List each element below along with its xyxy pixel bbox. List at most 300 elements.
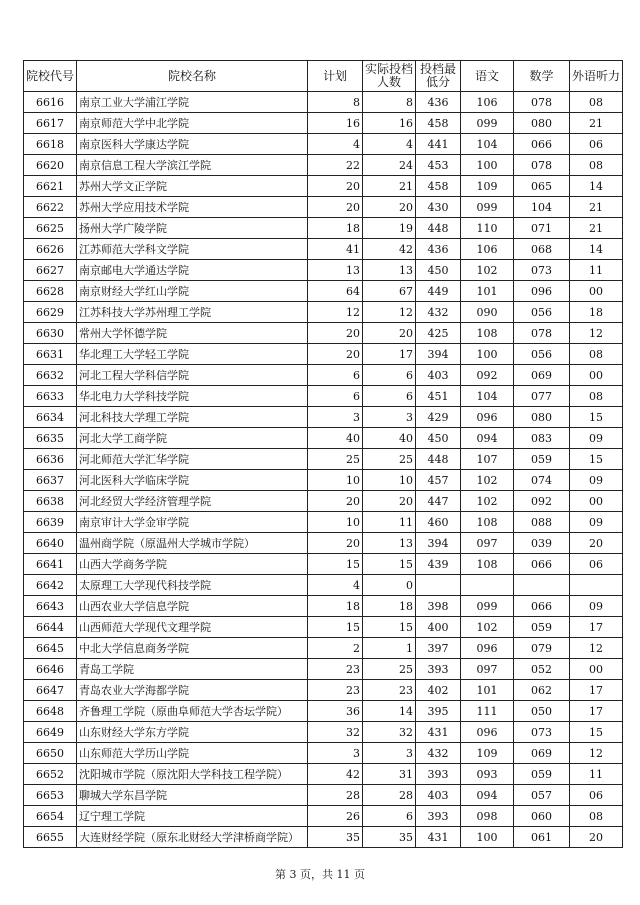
cell-code: 6635 [24, 428, 77, 449]
cell-min-score: 400 [416, 617, 461, 638]
cell-foreign: 11 [570, 260, 623, 281]
table-row [24, 827, 623, 848]
cell-name: 山西大学商务学院 [77, 554, 308, 575]
cell-min-score: 403 [416, 785, 461, 806]
cell-math: 104 [514, 197, 570, 218]
cell-math: 061 [514, 827, 570, 848]
cell-math: 065 [514, 176, 570, 197]
cell-actual: 18 [363, 596, 416, 617]
cell-actual: 6 [363, 386, 416, 407]
cell-min-score: 402 [416, 680, 461, 701]
cell-name: 南京邮电大学通达学院 [77, 260, 308, 281]
cell-math: 069 [514, 743, 570, 764]
cell-plan: 20 [308, 176, 363, 197]
cell-name: 齐鲁理工学院（原曲阜师范大学杏坛学院） [77, 701, 308, 722]
cell-code: 6627 [24, 260, 77, 281]
cell-name: 南京工业大学浦江学院 [77, 92, 308, 113]
cell-foreign: 17 [570, 617, 623, 638]
cell-chinese: 100 [461, 827, 514, 848]
cell-plan: 28 [308, 785, 363, 806]
cell-plan: 16 [308, 113, 363, 134]
cell-foreign: 12 [570, 638, 623, 659]
table-row [24, 596, 623, 617]
cell-math: 062 [514, 680, 570, 701]
cell-chinese: 097 [461, 533, 514, 554]
cell-math: 073 [514, 260, 570, 281]
cell-foreign: 09 [570, 512, 623, 533]
cell-chinese: 107 [461, 449, 514, 470]
cell-foreign: 20 [570, 533, 623, 554]
cell-code: 6653 [24, 785, 77, 806]
cell-name: 南京财经大学红山学院 [77, 281, 308, 302]
table-row [24, 617, 623, 638]
cell-code: 6654 [24, 806, 77, 827]
cell-actual: 6 [363, 806, 416, 827]
table-row [24, 155, 623, 176]
cell-actual: 6 [363, 365, 416, 386]
cell-actual: 20 [363, 323, 416, 344]
table-row [24, 680, 623, 701]
table-row [24, 260, 623, 281]
cell-chinese: 096 [461, 407, 514, 428]
cell-foreign: 09 [570, 596, 623, 617]
cell-chinese: 098 [461, 806, 514, 827]
cell-foreign: 21 [570, 218, 623, 239]
cell-math: 074 [514, 470, 570, 491]
table-row [24, 764, 623, 785]
table-row [24, 785, 623, 806]
cell-code: 6645 [24, 638, 77, 659]
cell-code: 6644 [24, 617, 77, 638]
table-row [24, 701, 623, 722]
cell-actual: 67 [363, 281, 416, 302]
cell-code: 6639 [24, 512, 77, 533]
cell-name: 山西农业大学信息学院 [77, 596, 308, 617]
table-row [24, 806, 623, 827]
cell-actual: 16 [363, 113, 416, 134]
table-row [24, 386, 623, 407]
cell-name: 南京信息工程大学滨江学院 [77, 155, 308, 176]
cell-min-score: 448 [416, 218, 461, 239]
cell-foreign: 17 [570, 701, 623, 722]
table-row [24, 659, 623, 680]
cell-plan: 20 [308, 323, 363, 344]
cell-min-score: 430 [416, 197, 461, 218]
cell-code: 6655 [24, 827, 77, 848]
cell-foreign: 12 [570, 743, 623, 764]
cell-min-score: 458 [416, 176, 461, 197]
table-row [24, 533, 623, 554]
cell-min-score: 425 [416, 323, 461, 344]
table-row [24, 302, 623, 323]
cell-min-score: 436 [416, 92, 461, 113]
cell-actual: 23 [363, 680, 416, 701]
cell-chinese: 102 [461, 470, 514, 491]
cell-chinese: 106 [461, 239, 514, 260]
cell-min-score: 457 [416, 470, 461, 491]
cell-math [514, 575, 570, 596]
cell-chinese: 099 [461, 113, 514, 134]
cell-math: 073 [514, 722, 570, 743]
cell-code: 6648 [24, 701, 77, 722]
header-foreign: 外语听力 [570, 61, 623, 92]
cell-actual: 3 [363, 407, 416, 428]
cell-name: 青岛工学院 [77, 659, 308, 680]
cell-chinese: 096 [461, 722, 514, 743]
cell-plan: 8 [308, 92, 363, 113]
cell-name: 南京审计大学金审学院 [77, 512, 308, 533]
cell-plan: 13 [308, 260, 363, 281]
cell-actual: 35 [363, 827, 416, 848]
cell-actual: 19 [363, 218, 416, 239]
table-row [24, 638, 623, 659]
cell-min-score [416, 575, 461, 596]
cell-plan: 6 [308, 365, 363, 386]
cell-math: 080 [514, 407, 570, 428]
cell-min-score: 449 [416, 281, 461, 302]
cell-actual: 15 [363, 554, 416, 575]
cell-foreign: 00 [570, 491, 623, 512]
cell-min-score: 431 [416, 722, 461, 743]
cell-math: 080 [514, 113, 570, 134]
cell-min-score: 393 [416, 806, 461, 827]
cell-plan: 40 [308, 428, 363, 449]
cell-foreign: 06 [570, 554, 623, 575]
cell-name: 南京医科大学康达学院 [77, 134, 308, 155]
cell-actual: 40 [363, 428, 416, 449]
cell-foreign: 06 [570, 134, 623, 155]
cell-min-score: 429 [416, 407, 461, 428]
cell-chinese: 093 [461, 764, 514, 785]
cell-name: 河北科技大学理工学院 [77, 407, 308, 428]
cell-code: 6622 [24, 197, 77, 218]
cell-chinese: 106 [461, 92, 514, 113]
cell-actual: 13 [363, 260, 416, 281]
cell-actual: 10 [363, 470, 416, 491]
table-row [24, 323, 623, 344]
cell-plan: 4 [308, 134, 363, 155]
table-row [24, 491, 623, 512]
cell-name: 江苏师范大学科文学院 [77, 239, 308, 260]
cell-actual: 4 [363, 134, 416, 155]
cell-min-score: 439 [416, 554, 461, 575]
cell-code: 6626 [24, 239, 77, 260]
cell-plan: 10 [308, 470, 363, 491]
cell-chinese: 097 [461, 659, 514, 680]
cell-name: 苏州大学应用技术学院 [77, 197, 308, 218]
cell-math: 066 [514, 554, 570, 575]
cell-chinese: 100 [461, 155, 514, 176]
cell-code: 6634 [24, 407, 77, 428]
cell-actual: 3 [363, 743, 416, 764]
cell-code: 6625 [24, 218, 77, 239]
cell-plan: 23 [308, 659, 363, 680]
cell-min-score: 451 [416, 386, 461, 407]
cell-foreign: 14 [570, 176, 623, 197]
cell-plan: 15 [308, 554, 363, 575]
cell-name: 山东师范大学历山学院 [77, 743, 308, 764]
cell-actual: 8 [363, 92, 416, 113]
table-row [24, 344, 623, 365]
cell-math: 077 [514, 386, 570, 407]
cell-min-score: 460 [416, 512, 461, 533]
cell-math: 071 [514, 218, 570, 239]
cell-plan: 12 [308, 302, 363, 323]
cell-math: 059 [514, 449, 570, 470]
table-row [24, 134, 623, 155]
cell-name: 聊城大学东昌学院 [77, 785, 308, 806]
cell-min-score: 448 [416, 449, 461, 470]
cell-chinese: 108 [461, 323, 514, 344]
cell-math: 052 [514, 659, 570, 680]
admission-table-container [23, 60, 623, 848]
cell-foreign: 18 [570, 302, 623, 323]
cell-chinese: 099 [461, 596, 514, 617]
cell-code: 6647 [24, 680, 77, 701]
cell-actual: 21 [363, 176, 416, 197]
cell-code: 6637 [24, 470, 77, 491]
cell-actual: 25 [363, 449, 416, 470]
cell-min-score: 450 [416, 428, 461, 449]
cell-chinese: 094 [461, 785, 514, 806]
cell-foreign: 08 [570, 806, 623, 827]
cell-chinese: 090 [461, 302, 514, 323]
table-row [24, 239, 623, 260]
cell-chinese: 102 [461, 260, 514, 281]
cell-math: 056 [514, 344, 570, 365]
cell-plan: 3 [308, 407, 363, 428]
cell-actual: 25 [363, 659, 416, 680]
cell-plan: 18 [308, 218, 363, 239]
cell-foreign: 14 [570, 239, 623, 260]
cell-math: 059 [514, 764, 570, 785]
cell-code: 6641 [24, 554, 77, 575]
cell-actual: 17 [363, 344, 416, 365]
cell-min-score: 458 [416, 113, 461, 134]
cell-plan: 4 [308, 575, 363, 596]
cell-math: 066 [514, 134, 570, 155]
cell-foreign: 00 [570, 365, 623, 386]
cell-name: 中北大学信息商务学院 [77, 638, 308, 659]
cell-plan: 20 [308, 197, 363, 218]
cell-name: 太原理工大学现代科技学院 [77, 575, 308, 596]
cell-plan: 36 [308, 701, 363, 722]
cell-actual: 31 [363, 764, 416, 785]
cell-plan: 3 [308, 743, 363, 764]
cell-code: 6632 [24, 365, 77, 386]
header-code: 院校代号 [24, 61, 77, 92]
cell-actual: 13 [363, 533, 416, 554]
cell-foreign: 00 [570, 659, 623, 680]
header-math: 数学 [514, 61, 570, 92]
cell-name: 河北经贸大学经济管理学院 [77, 491, 308, 512]
table-row [24, 743, 623, 764]
cell-actual: 1 [363, 638, 416, 659]
cell-foreign: 08 [570, 344, 623, 365]
cell-chinese: 099 [461, 197, 514, 218]
cell-foreign: 08 [570, 155, 623, 176]
cell-actual: 14 [363, 701, 416, 722]
cell-foreign: 15 [570, 407, 623, 428]
cell-code: 6642 [24, 575, 77, 596]
cell-name: 南京师范大学中北学院 [77, 113, 308, 134]
cell-chinese: 101 [461, 680, 514, 701]
cell-plan: 35 [308, 827, 363, 848]
cell-foreign: 11 [570, 764, 623, 785]
cell-code: 6617 [24, 113, 77, 134]
cell-plan: 26 [308, 806, 363, 827]
cell-chinese: 104 [461, 134, 514, 155]
header-name: 院校名称 [77, 61, 308, 92]
table-header [24, 61, 623, 92]
cell-name: 沈阳城市学院（原沈阳大学科技工程学院） [77, 764, 308, 785]
cell-foreign: 00 [570, 281, 623, 302]
cell-name: 山西师范大学现代文理学院 [77, 617, 308, 638]
cell-foreign: 08 [570, 92, 623, 113]
cell-min-score: 453 [416, 155, 461, 176]
header-min-score: 投档最低分 [416, 61, 461, 92]
table-row [24, 281, 623, 302]
cell-name: 河北医科大学临床学院 [77, 470, 308, 491]
cell-chinese: 111 [461, 701, 514, 722]
cell-code: 6636 [24, 449, 77, 470]
cell-name: 辽宁理工学院 [77, 806, 308, 827]
header-chinese: 语文 [461, 61, 514, 92]
table-row [24, 512, 623, 533]
cell-math: 050 [514, 701, 570, 722]
cell-name: 常州大学怀德学院 [77, 323, 308, 344]
header-actual: 实际投档人数 [363, 61, 416, 92]
cell-name: 大连财经学院（原东北财经大学津桥商学院） [77, 827, 308, 848]
cell-math: 078 [514, 323, 570, 344]
cell-actual: 20 [363, 197, 416, 218]
cell-code: 6618 [24, 134, 77, 155]
cell-math: 056 [514, 302, 570, 323]
cell-chinese: 108 [461, 554, 514, 575]
cell-min-score: 394 [416, 533, 461, 554]
cell-foreign: 08 [570, 386, 623, 407]
table-row [24, 449, 623, 470]
cell-code: 6616 [24, 92, 77, 113]
cell-name: 河北大学工商学院 [77, 428, 308, 449]
cell-math: 057 [514, 785, 570, 806]
table-row [24, 197, 623, 218]
table-row [24, 218, 623, 239]
cell-min-score: 441 [416, 134, 461, 155]
cell-chinese: 110 [461, 218, 514, 239]
cell-min-score: 403 [416, 365, 461, 386]
cell-name: 河北师范大学汇华学院 [77, 449, 308, 470]
table-row [24, 113, 623, 134]
cell-math: 059 [514, 617, 570, 638]
cell-math: 066 [514, 596, 570, 617]
cell-actual: 12 [363, 302, 416, 323]
cell-actual: 24 [363, 155, 416, 176]
cell-foreign: 21 [570, 113, 623, 134]
cell-plan: 10 [308, 512, 363, 533]
cell-name: 华北电力大学科技学院 [77, 386, 308, 407]
cell-min-score: 450 [416, 260, 461, 281]
cell-math: 060 [514, 806, 570, 827]
cell-math: 083 [514, 428, 570, 449]
cell-name: 扬州大学广陵学院 [77, 218, 308, 239]
cell-code: 6640 [24, 533, 77, 554]
cell-foreign: 15 [570, 449, 623, 470]
table-row [24, 176, 623, 197]
cell-min-score: 397 [416, 638, 461, 659]
cell-actual: 11 [363, 512, 416, 533]
cell-min-score: 395 [416, 701, 461, 722]
cell-foreign: 17 [570, 680, 623, 701]
cell-math: 096 [514, 281, 570, 302]
cell-min-score: 436 [416, 239, 461, 260]
cell-foreign: 12 [570, 323, 623, 344]
cell-actual: 20 [363, 491, 416, 512]
cell-plan: 20 [308, 491, 363, 512]
cell-name: 河北工程大学科信学院 [77, 365, 308, 386]
cell-min-score: 398 [416, 596, 461, 617]
cell-plan: 22 [308, 155, 363, 176]
cell-math: 078 [514, 92, 570, 113]
cell-plan: 64 [308, 281, 363, 302]
cell-chinese: 102 [461, 491, 514, 512]
cell-name: 华北理工大学轻工学院 [77, 344, 308, 365]
cell-chinese: 092 [461, 365, 514, 386]
cell-min-score: 394 [416, 344, 461, 365]
cell-math: 088 [514, 512, 570, 533]
table-row [24, 428, 623, 449]
cell-plan: 23 [308, 680, 363, 701]
table-row [24, 407, 623, 428]
table-row [24, 575, 623, 596]
cell-code: 6631 [24, 344, 77, 365]
cell-code: 6643 [24, 596, 77, 617]
cell-foreign: 20 [570, 827, 623, 848]
cell-foreign [570, 575, 623, 596]
cell-actual: 0 [363, 575, 416, 596]
cell-min-score: 393 [416, 659, 461, 680]
cell-plan: 2 [308, 638, 363, 659]
cell-chinese: 094 [461, 428, 514, 449]
cell-code: 6633 [24, 386, 77, 407]
cell-code: 6646 [24, 659, 77, 680]
cell-math: 092 [514, 491, 570, 512]
cell-plan: 6 [308, 386, 363, 407]
cell-code: 6621 [24, 176, 77, 197]
cell-math: 079 [514, 638, 570, 659]
cell-plan: 32 [308, 722, 363, 743]
cell-chinese: 100 [461, 344, 514, 365]
cell-plan: 20 [308, 344, 363, 365]
cell-code: 6620 [24, 155, 77, 176]
cell-actual: 15 [363, 617, 416, 638]
admission-score-table [23, 60, 623, 848]
cell-foreign: 06 [570, 785, 623, 806]
cell-plan: 25 [308, 449, 363, 470]
table-row [24, 470, 623, 491]
cell-chinese [461, 575, 514, 596]
cell-foreign: 09 [570, 470, 623, 491]
cell-chinese: 109 [461, 743, 514, 764]
cell-math: 039 [514, 533, 570, 554]
table-row [24, 92, 623, 113]
cell-code: 6630 [24, 323, 77, 344]
cell-plan: 15 [308, 617, 363, 638]
table-row [24, 365, 623, 386]
cell-plan: 18 [308, 596, 363, 617]
cell-chinese: 109 [461, 176, 514, 197]
cell-plan: 41 [308, 239, 363, 260]
